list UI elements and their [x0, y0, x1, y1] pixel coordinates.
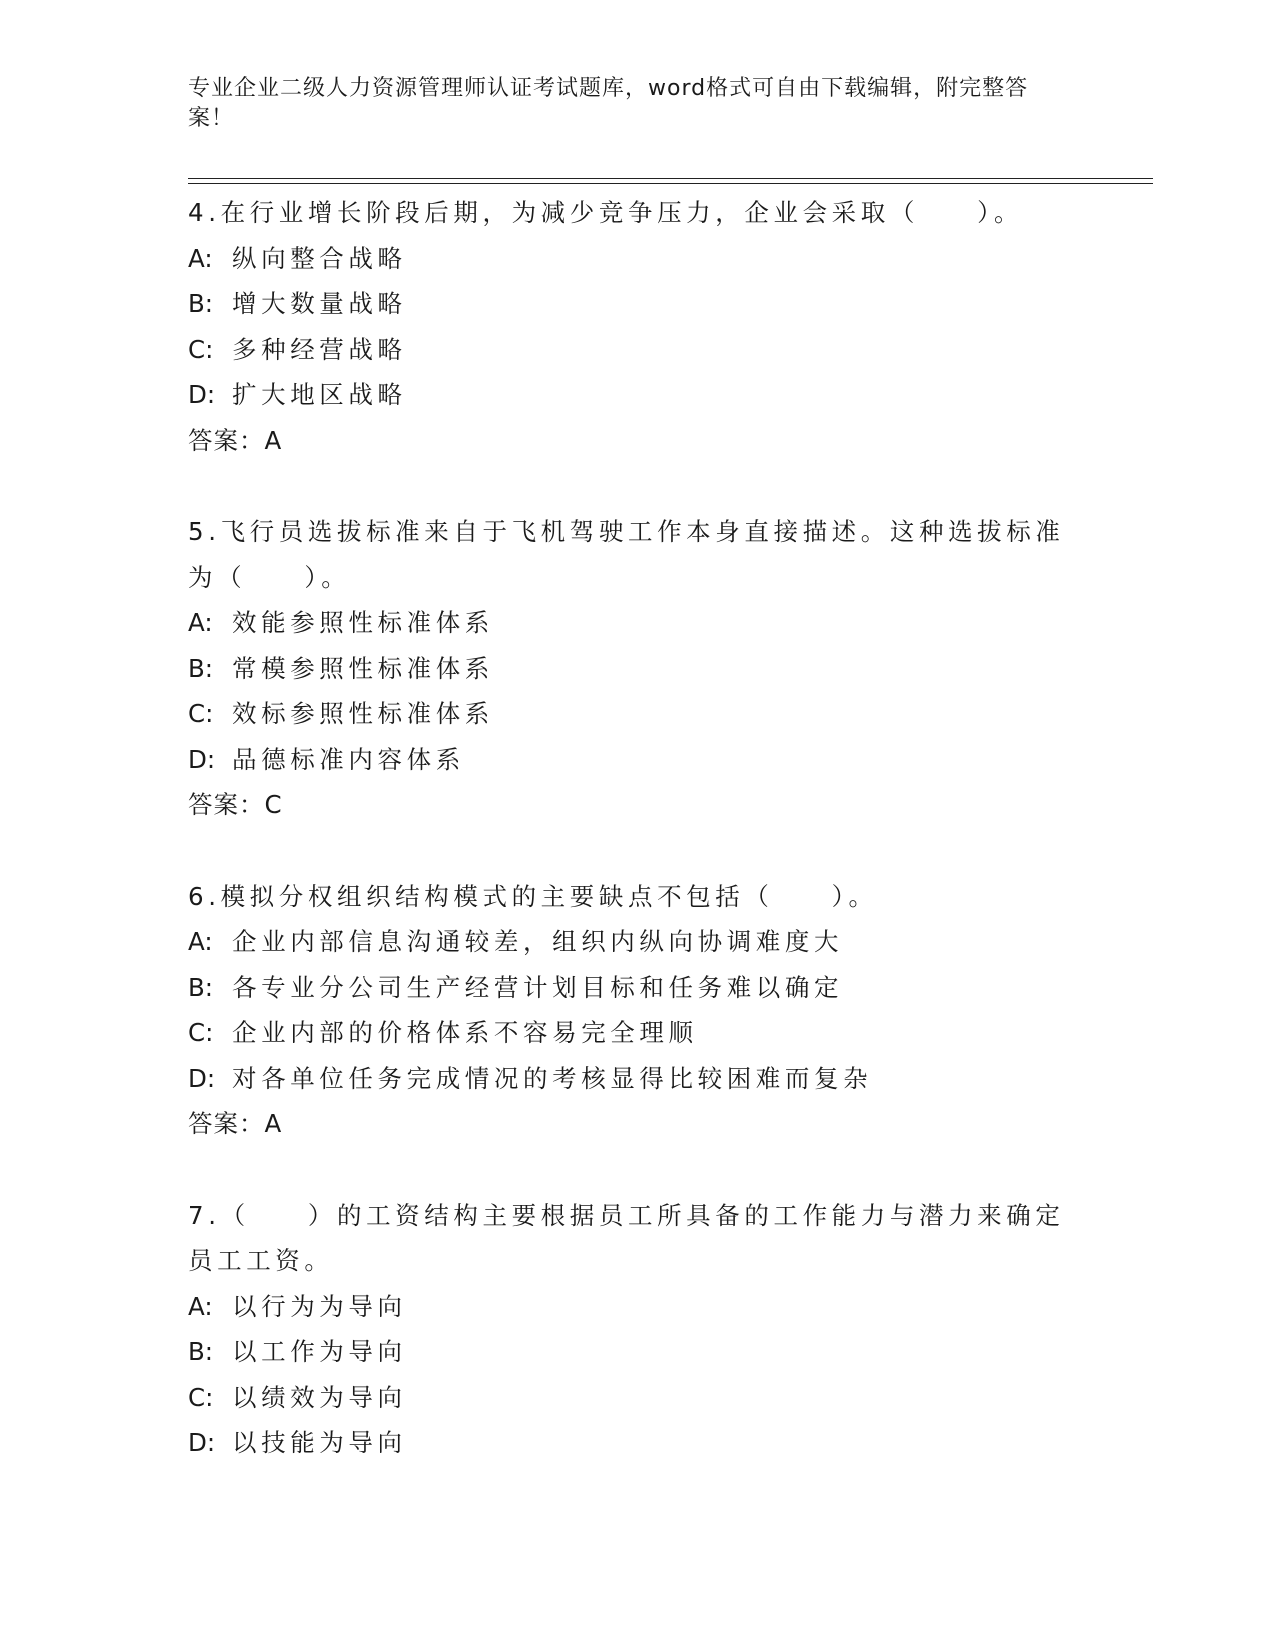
- question-stem-continued: 为（ ）。: [188, 562, 351, 592]
- option-a: [188, 600, 1088, 646]
- question-item: [188, 1193, 1088, 1466]
- option-letter: B:: [188, 289, 214, 318]
- option-letter: C:: [188, 699, 214, 728]
- option-text: 对各单位任务完成情况的考核显得比较困难而复杂: [232, 1063, 873, 1093]
- option-b: [188, 646, 1088, 692]
- option-text: 品德标准内容体系: [232, 744, 465, 774]
- option-letter: A:: [188, 927, 213, 956]
- option-text: 扩大地区战略: [232, 380, 407, 409]
- question-stem: 5.飞行员选拔标准来自于飞机驾驶工作本身直接描述。这种选拔标准: [188, 517, 1065, 546]
- option-letter: B:: [188, 653, 214, 683]
- option-text: 以行为为导向: [232, 1291, 407, 1321]
- question-item: [188, 874, 1088, 1147]
- option-letter: A:: [188, 1291, 213, 1321]
- option-a: [188, 919, 1088, 965]
- option-text: 常模参照性标准体系: [232, 653, 494, 683]
- option-letter: A:: [188, 608, 213, 637]
- option-text: 增大数量战略: [232, 289, 407, 318]
- answer-label: 答案：A: [188, 1109, 283, 1138]
- option-d: [188, 372, 1088, 418]
- option-text: 企业内部信息沟通较差，组织内纵向协调难度大: [232, 927, 844, 956]
- option-letter: C:: [188, 334, 214, 364]
- answer-label: 答案：A: [188, 425, 283, 455]
- question-stem: 4.在行业增长阶段后期，为减少竞争压力，企业会采取（ ）。: [188, 198, 1024, 227]
- answer-label: 答案：C: [188, 790, 283, 819]
- option-letter: D:: [188, 744, 216, 774]
- option-letter: C:: [188, 1018, 214, 1047]
- option-b: [188, 281, 1088, 327]
- option-letter: D:: [188, 1428, 216, 1457]
- option-c: [188, 1010, 1088, 1056]
- option-c: [188, 327, 1088, 373]
- option-text: 各专业分公司生产经营计划目标和任务难以确定: [232, 972, 844, 1002]
- option-text: 企业内部的价格体系不容易完全理顺: [232, 1018, 698, 1047]
- option-b: [188, 965, 1088, 1011]
- option-letter: D:: [188, 380, 216, 409]
- option-letter: B:: [188, 1337, 214, 1366]
- option-b: [188, 1329, 1088, 1375]
- question-stem: 6.模拟分权组织结构模式的主要缺点不包括（ ）。: [188, 881, 878, 911]
- option-text: 效标参照性标准体系: [232, 699, 494, 728]
- option-letter: D:: [188, 1063, 216, 1093]
- option-text: 多种经营战略: [232, 334, 407, 364]
- option-letter: C:: [188, 1382, 214, 1412]
- header-divider-bottom: [188, 183, 1153, 184]
- question-list: [188, 190, 1088, 1512]
- option-text: 纵向整合战略: [232, 243, 407, 273]
- option-text: 效能参照性标准体系: [232, 608, 494, 637]
- option-c: [188, 1375, 1088, 1421]
- question-item: [188, 509, 1088, 828]
- option-d: [188, 737, 1088, 783]
- option-a: [188, 1284, 1088, 1330]
- document-header: 专业企业二级人力资源管理师认证考试题库，word格式可自由下载编辑，附完整答案！: [188, 76, 1029, 131]
- header-divider-top: [188, 178, 1153, 179]
- option-d: [188, 1056, 1088, 1102]
- option-text: 以技能为导向: [232, 1428, 407, 1457]
- option-text: 以工作为导向: [232, 1337, 407, 1366]
- option-text: 以绩效为导向: [232, 1382, 407, 1412]
- question-item: [188, 190, 1088, 463]
- question-stem: 7.（ ）的工资结构主要根据员工所具备的工作能力与潜力来确定: [188, 1200, 1065, 1230]
- option-letter: A:: [188, 243, 213, 273]
- option-c: [188, 691, 1088, 737]
- option-a: [188, 236, 1088, 282]
- question-stem-continued: 员工工资。: [188, 1246, 334, 1275]
- option-d: [188, 1420, 1088, 1466]
- option-letter: B:: [188, 972, 214, 1002]
